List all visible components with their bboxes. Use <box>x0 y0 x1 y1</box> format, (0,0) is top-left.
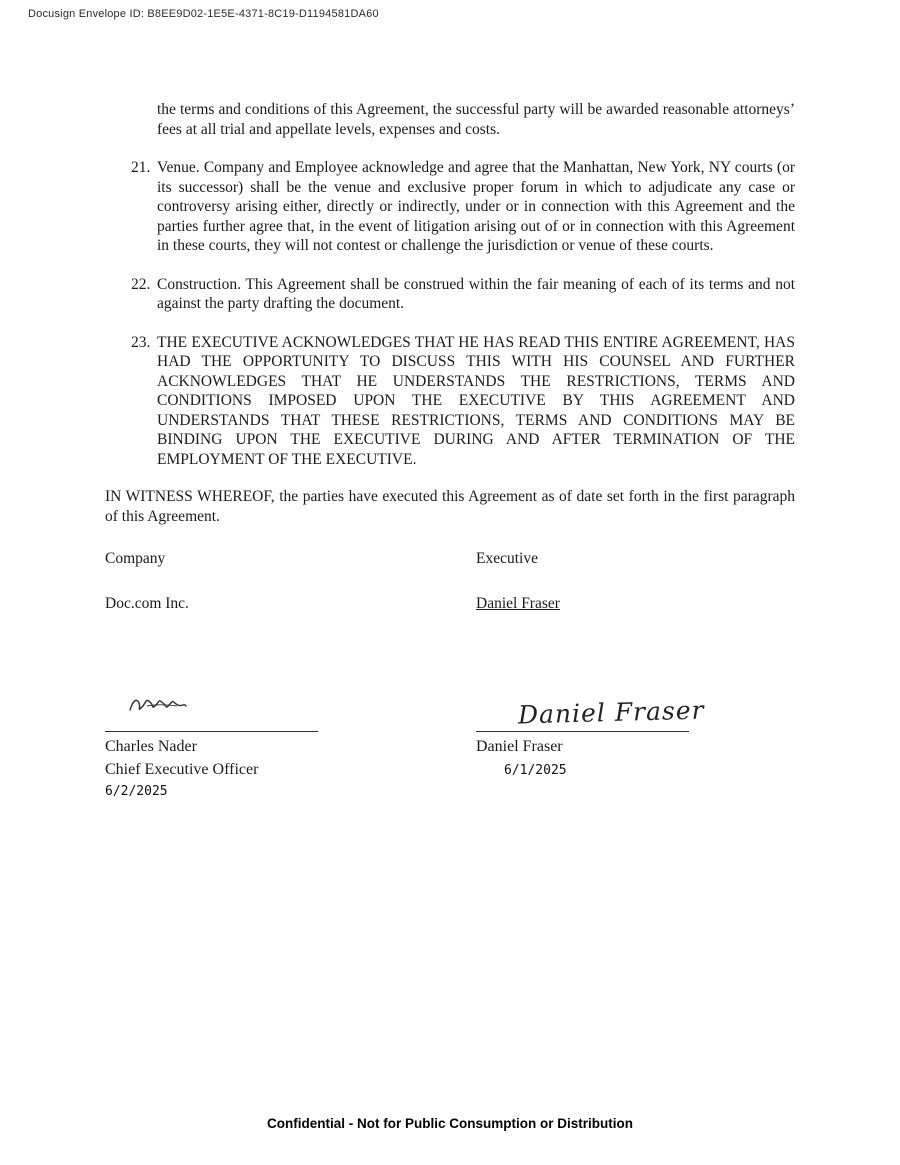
clause-22 <box>105 275 795 314</box>
witness-paragraph: IN WITNESS WHEREOF, the parties have executed this Agreement as of date set forth in the first paragraph of this Agreement. <box>105 488 795 525</box>
daniel-fraser-signature-script: Daniel Fraser <box>517 695 705 730</box>
clause-22-text: Construction. This Agreement shall be construed within the fair meaning of each of its terms and not against the party drafting the document. <box>157 275 795 312</box>
company-signer-name: Charles Nader <box>105 738 197 755</box>
executive-date-signed: 6/1/2025 <box>504 762 567 778</box>
document-body <box>105 100 795 802</box>
clause-21-text: Venue. Company and Employee acknowledge and agree that the Manhattan, New York, NY courts (or its successor) shall be the venue and exclusive proper forum in which to adjudicate any case or controversy arising either, directly or indirectly, under or in connection with this Agreement and the parties further agree that, in the event of litigation arising out of or in connection with this Agreement in these courts, they will not contest or challenge the jurisdiction or venue of these courts. <box>157 159 795 254</box>
signature-party-names <box>105 594 795 614</box>
executive-signer-name: Daniel Fraser <box>476 738 563 755</box>
docusign-envelope-id: Docusign Envelope ID: B8EE9D02-1E5E-4371-8C19-D1194581DA60 <box>28 8 379 20</box>
clause-23-text: THE EXECUTIVE ACKNOWLEDGES THAT HE HAS READ THIS ENTIRE AGREEMENT, HAS HAD THE OPPORTUNITY TO DISCUSS THIS WITH HIS COUNSEL AND FURTHER ACKNOWLEDGES THAT HE UNDERSTANDS THE RESTRICTIONS, TERMS AND CONDITIONS IMPOSED UPON THE EXECUTIVE BY THIS AGREEMENT AND UNDERSTANDS THAT THESE RESTRICTIONS, TERMS AND CONDITIONS MAY BE BINDING UPON THE EXECUTIVE DURING AND AFTER TERMINATION OF THE EMPLOYMENT OF THE EXECUTIVE. <box>157 333 795 468</box>
clause-22-number: 22. <box>131 275 151 293</box>
company-signature-line <box>105 731 318 732</box>
clause-23-number: 23. <box>131 333 151 351</box>
clause-21-number: 21. <box>131 159 151 176</box>
company-role-label: Company <box>105 550 166 567</box>
company-signer-title: Chief Executive Officer <box>105 760 259 778</box>
company-date-signed: 6/2/2025 <box>105 784 168 799</box>
clause-23 <box>105 333 795 470</box>
company-signature-area <box>105 673 476 731</box>
executive-party-name: Daniel Fraser <box>476 594 560 612</box>
charles-nader-signature-scribble <box>127 694 189 732</box>
signature-role-labels <box>105 549 795 569</box>
executive-signature-area <box>476 673 795 731</box>
company-party-name: Doc.com Inc. <box>105 594 189 612</box>
clause-21 <box>105 158 795 256</box>
executive-signature-column <box>476 673 795 802</box>
signature-block <box>105 673 795 802</box>
paragraph-continuation: the terms and conditions of this Agreement, the successful party will be awarded reasonable attorneys’ fees at all trial and appellate levels, expenses and costs. <box>157 101 795 138</box>
confidential-footer: Confidential - Not for Public Consumption or Distribution <box>267 1116 633 1131</box>
company-signature-column <box>105 673 476 802</box>
executive-role-label: Executive <box>476 550 538 567</box>
